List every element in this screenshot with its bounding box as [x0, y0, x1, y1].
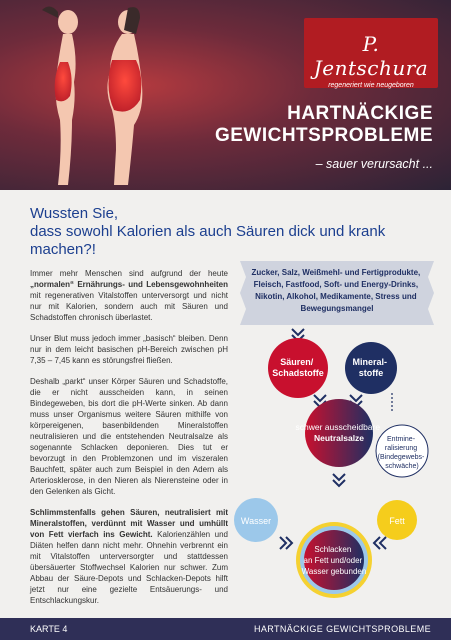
brand-name: P. Jentschura	[313, 32, 429, 80]
title-line: GEWICHTSPROBLEME	[214, 125, 433, 146]
paragraph	[30, 268, 228, 323]
fat-label: Fett	[389, 516, 405, 526]
body-text	[30, 268, 228, 616]
text-bold: „normalen“ Ernährungs- und Lebensgewohnheiten	[30, 280, 228, 289]
sources-text: Zucker, Salz, Weißmehl- und Fertigprodukte, Fleisch, Fastfood, Soft- und Energy-Drinks, Nikotin, Alkohol, Medikamente, Stress und Bewegungsmangel	[251, 268, 421, 313]
text: mit regenerativen Vitalstoffen unterversorgt und nicht nur mit Kalorien, sondern auch mit Säuren und Schadstoffen chronisch überlastet.	[30, 291, 228, 322]
highlight-zone	[55, 62, 72, 101]
neutral-salts-label: schwer ausscheidbare Neutralsalze	[295, 422, 381, 443]
chevron-left-icon	[374, 537, 386, 549]
footer-bar	[0, 618, 451, 640]
brand-tagline: regeneriert wie neugeboren	[328, 82, 414, 89]
paragraph: Deshalb „parkt“ unser Körper Säuren und Schadstoffe, die er nicht ausscheiden kann, in seinen Bindegeweben, bis dort die pH-Werte sinken. Ab dann muss unser Organismus weitere Säuren mithilfe von körpereigenen, basenbildenden Mineralstoffen neutralisieren und die entstehenden Neutralsalze als sogenannte Schlacken deponieren. Dies tut er bevorzugt in den Problemzonen und im viszeralen Bauchfett, später auch zum Beispiel in den Adern als Arteriosklerose, in den Nieren als Nierensteine oder in den Gelenken als Gicht.	[30, 377, 228, 496]
page-subtitle: – sauer verursacht ...	[315, 157, 433, 171]
footer-title: HARTNÄCKIGE GEWICHTSPROBLEME	[253, 624, 431, 634]
paragraph: Unser Blut muss jedoch immer „basisch“ bleiben. Denn nur in dem leicht basischen pH-Bereich zwischen pH 7,35 – 7,45 kann es störungsfrei fließen.	[30, 334, 228, 365]
brand-logo[interactable]	[304, 18, 438, 88]
card-number: KARTE 4	[30, 624, 68, 634]
text-bold: Schlimmstenfalls gehen Säuren, neutralisiert mit Mineralstoffen, verdünnt mit Wasser und umhüllt von Fett vierfach ins Gewicht.	[30, 508, 228, 539]
paragraph	[30, 507, 228, 606]
demineralization-label: Entmine- ralisierung (Bindegewebs- schwäche)	[377, 436, 425, 470]
chevron-right-icon	[280, 537, 292, 549]
slag-label: Schlacken an Fett und/oder Wasser gebunden	[301, 545, 367, 576]
highlight-zone	[108, 60, 141, 112]
text: Immer mehr Menschen sind aufgrund der heute	[30, 269, 228, 278]
hero-banner	[0, 0, 451, 190]
water-label: Wasser	[240, 516, 272, 526]
acids-label: Säuren/ Schadstoffe	[272, 357, 324, 378]
question-line: dass sowohl Kalorien als auch Säuren dick und krank machen?!	[30, 223, 386, 258]
chevron-down-icon	[333, 474, 345, 486]
minerals-label: Mineral- stoffe	[352, 357, 387, 378]
lead-question	[30, 205, 430, 259]
question-line: Wussten Sie,	[30, 205, 119, 222]
title-line: HARTNÄCKIGE	[287, 103, 433, 124]
acid-slag-infographic	[234, 255, 444, 615]
page-title	[215, 103, 433, 147]
text: Kalorienzählen und Diäten helfen dann nicht mehr. Ohnehin verbrennt ein mit Vitalstoffen unterversorgter und stattdessen übersäuerter Stoffwechsel Kalorien nur schwer. Zum Abbau der Säure-Depots und Schlacken-Depots hilft jetzt nur eine gezielte Entsäuerungs- und Entschlackungskur.	[30, 530, 228, 605]
